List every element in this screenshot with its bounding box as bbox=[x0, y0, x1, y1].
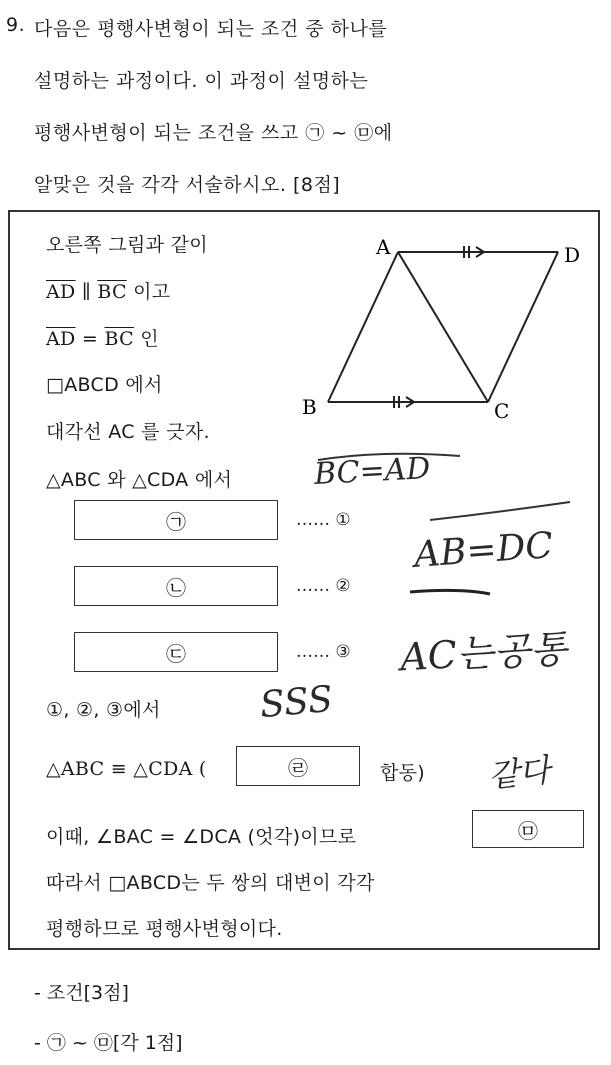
segment-ad: $\overline{AD}$ bbox=[46, 281, 76, 303]
blank-1: ㉠ bbox=[74, 500, 278, 540]
proof-box bbox=[8, 210, 600, 950]
proof-line-8: 이때, ∠BAC = ∠DCA (엇각)이므로 bbox=[46, 826, 357, 848]
scribble-stroke bbox=[410, 590, 490, 594]
handwriting-strokes bbox=[310, 442, 600, 602]
side-dc bbox=[488, 252, 558, 402]
ref-1: …… ① bbox=[296, 510, 351, 530]
proof-line-10: 평행하므로 평행사변형이다. bbox=[46, 918, 283, 940]
handwritten-answer-4: SSS bbox=[258, 678, 335, 727]
proof-line-2-tail: 이고 bbox=[133, 281, 171, 303]
proof-line-1: 오른쪽 그림과 같이 bbox=[46, 234, 208, 256]
parallelogram-figure bbox=[280, 232, 600, 422]
diagonal-ac bbox=[398, 252, 488, 402]
side-ab bbox=[328, 252, 398, 402]
proof-line-3-tail: 인 bbox=[140, 328, 159, 350]
blank-2: ㉡ bbox=[74, 566, 278, 606]
congruence-right: 합동) bbox=[380, 762, 426, 784]
vertex-b: B bbox=[302, 395, 317, 419]
proof-line-9: 따라서 □ABCD는 두 쌍의 대변이 각각 bbox=[46, 872, 375, 894]
ref-3: …… ③ bbox=[296, 642, 351, 662]
segment-bc-2: $\overline{BC}$ bbox=[104, 328, 134, 350]
proof-line-6: △ABC 와 △CDA 에서 bbox=[46, 469, 233, 491]
scoring-line-1: - 조건[3점] bbox=[34, 982, 129, 1004]
handwritten-answer-3: AC는공통 bbox=[399, 626, 568, 680]
blank-5: ㉤ bbox=[472, 810, 584, 848]
proof-line-5: 대각선 AC 를 긋자. bbox=[46, 421, 210, 443]
vertex-c: C bbox=[494, 399, 510, 422]
handwritten-answer-5: 같다 bbox=[486, 750, 552, 796]
handwritten-answer-1: BC=AD bbox=[313, 450, 432, 493]
vertex-a: A bbox=[376, 235, 391, 259]
equals-sign: = bbox=[81, 328, 99, 350]
question-number: 9. bbox=[6, 14, 26, 36]
blank-4: ㉣ bbox=[236, 746, 360, 786]
segment-ad-2: $\overline{AD}$ bbox=[46, 328, 76, 350]
parallel-symbol: ∥ bbox=[81, 281, 91, 303]
proof-line-2 bbox=[46, 277, 170, 304]
congruence-left: △ABC ≡ △CDA ( bbox=[46, 758, 207, 780]
proof-line-4: □ABCD 에서 bbox=[46, 374, 163, 396]
question-line-3: 평행사변형이 되는 조건을 쓰고 ㉠ ~ ㉤에 bbox=[34, 122, 393, 144]
overline-stroke-1 bbox=[318, 454, 460, 460]
question-line-1: 다음은 평행사변형이 되는 조건 중 하나를 bbox=[34, 18, 388, 40]
proof-line-3 bbox=[46, 324, 159, 351]
ref-2: …… ② bbox=[296, 576, 351, 596]
overline-stroke-2 bbox=[430, 502, 570, 520]
question-line-4: 알맞은 것을 각각 서술하시오. [8점] bbox=[34, 174, 341, 196]
question-line-2: 설명하는 과정이다. 이 과정이 설명하는 bbox=[34, 70, 369, 92]
segment-bc: $\overline{BC}$ bbox=[97, 281, 127, 303]
blank-3: ㉢ bbox=[74, 632, 278, 672]
scoring-line-2: - ㉠ ~ ㉤[각 1점] bbox=[34, 1032, 183, 1054]
parallelogram-shape bbox=[328, 246, 558, 408]
vertex-d: D bbox=[564, 243, 581, 267]
proof-line-7: ①, ②, ③에서 bbox=[46, 699, 161, 721]
handwritten-answer-2: AB=DC bbox=[412, 525, 555, 576]
